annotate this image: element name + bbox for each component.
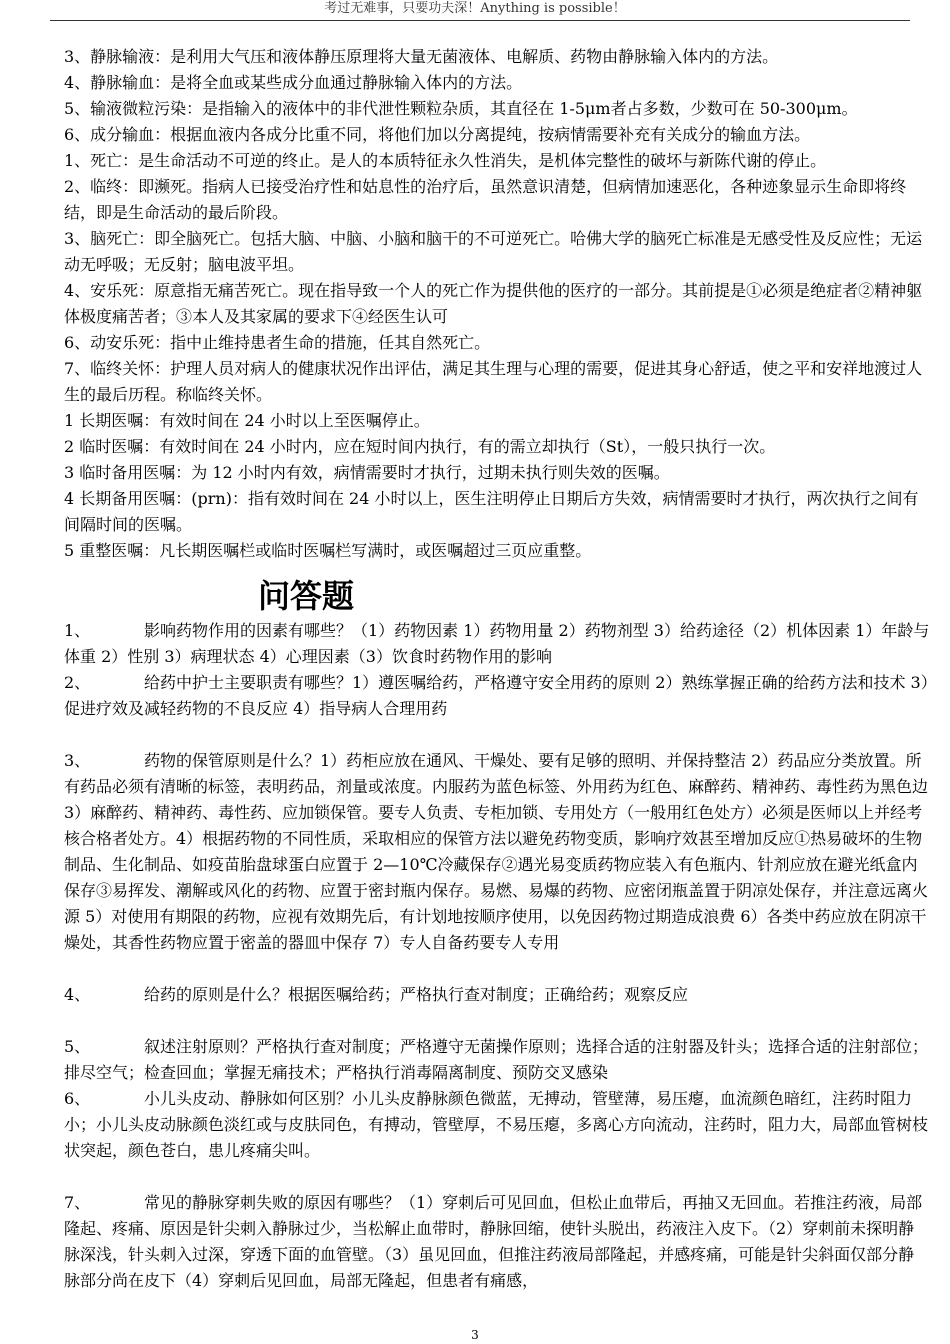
definition-paragraph: 2 临时医嘱：有效时间在 24 小时内，应在短时间内执行，有的需立却执行（St），一般只执行一次。 bbox=[64, 437, 776, 456]
header-divider bbox=[50, 20, 910, 21]
qa-number: 2、 bbox=[64, 673, 91, 692]
spacer bbox=[64, 956, 930, 982]
qa-item bbox=[64, 748, 930, 956]
definition-paragraph: 6、成分输血：根据血液内各成分比重不同，将他们加以分离提纯，按病情需要补充有关成分的输血方法。 bbox=[64, 125, 811, 144]
qa-text: 给药的原则是什么？根据医嘱给药；严格执行查对制度；正确给药；观察反应 bbox=[144, 985, 689, 1004]
qa-text: 小儿头皮动、静脉如何区别？小儿头皮静脉颜色微蓝，无搏动，管壁薄，易压瘪，血流颜色暗红，注药时阻力小；小儿头皮动脉颜色淡红或与皮肤同色，有搏动，管壁厚，不易压瘪，多离心方向流动，注药时，阻力大，局部血管树枝状突起，颜色苍白，患儿疼痛尖叫。 bbox=[64, 1089, 929, 1160]
qa-item bbox=[64, 1086, 930, 1164]
qa-item bbox=[64, 670, 930, 722]
qa-text: 影响药物作用的因素有哪些？（1）药物因素 1）药物用量 2）药物剂型 3）给药途径（2）机体因素 1）年龄与体重 2）性别 3）病理状态 4）心理因素（3）饮食时药物作用的影响 bbox=[64, 621, 930, 666]
qa-number: 1、 bbox=[64, 621, 91, 640]
qa-text: 叙述注射原则？严格执行查对制度；严格遵守无菌操作原则；选择合适的注射器及针头；选择合适的注射部位；排尽空气；检查回血；掌握无痛技术；严格执行消毒隔离制度、预防交叉感染 bbox=[64, 1037, 929, 1082]
definition-paragraph: 7、临终关怀：护理人员对病人的健康状况作出评估，满足其生理与心理的需要，促进其身心舒适，使之平和安祥地渡过人生的最后历程。称临终关怀。 bbox=[64, 359, 923, 404]
spacer bbox=[64, 722, 930, 748]
definition-paragraph: 5 重整医嘱：凡长期医嘱栏或临时医嘱栏写满时，或医嘱超过三页应重整。 bbox=[64, 541, 592, 560]
qa-number: 5、 bbox=[64, 1037, 91, 1056]
definition-paragraph: 1 长期医嘱：有效时间在 24 小时以上至医嘱停止。 bbox=[64, 411, 430, 430]
spacer bbox=[64, 1008, 930, 1034]
qa-text: 常见的静脉穿刺失败的原因有哪些？（1）穿刺后可见回血，但松止血带后，再抽又无回血。若推注药液，局部隆起、疼痛、原因是针尖刺入静脉过少，当松解止血带时，静脉回缩，使针头脱出，药液注入皮下。（2）穿刺前未探明静脉深浅，针头刺入过深，穿透下面的血管壁。（3）虽见回血，但推注药液局部隆起，并感疼痛，可能是针尖斜面仅部分静脉部分尚在皮下（4）穿刺后见回血，局部无隆起，但患者有痛感， bbox=[64, 1193, 923, 1290]
document-body bbox=[64, 44, 930, 1294]
qa-section-heading: 问答题 bbox=[258, 577, 355, 615]
qa-item bbox=[64, 982, 930, 1008]
qa-item bbox=[64, 1190, 930, 1294]
page-number: 3 bbox=[471, 1328, 479, 1342]
definition-paragraph: 4、安乐死：原意指无痛苦死亡。现在指导致一个人的死亡作为提供他的医疗的一部分。其前提是①必须是绝症者②精神躯体极度痛苦者；③本人及其家属的要求下④经医生认可 bbox=[64, 281, 923, 326]
definition-paragraph: 4 长期备用医嘱：(prn)：指有效时间在 24 小时以上，医生注明停止日期后方失效，病情需要时才执行，两次执行之间有间隔时间的医嘱。 bbox=[64, 489, 919, 534]
qa-item bbox=[64, 618, 930, 670]
definition-paragraph: 5、输液微粒污染：是指输入的液体中的非代泄性颗粒杂质，其直径在 1-5μm者占多数，少数可在 50-300μm。 bbox=[64, 99, 858, 118]
qa-number: 4、 bbox=[64, 985, 91, 1004]
qa-number: 3、 bbox=[64, 751, 91, 770]
definition-paragraph: 3、脑死亡：即全脑死亡。包括大脑、中脑、小脑和脑干的不可逆死亡。哈佛大学的脑死亡标准是无感受性及反应性；无运动无呼吸；无反射；脑电波平坦。 bbox=[64, 229, 923, 274]
definition-paragraph: 2、临终：即濒死。指病人已接受治疗性和姑息性的治疗后，虽然意识清楚，但病情加速恶化，各种迹象显示生命即将终结，即是生命活动的最后阶段。 bbox=[64, 177, 907, 222]
qa-number: 6、 bbox=[64, 1089, 91, 1108]
qa-text: 药物的保管原则是什么？1）药柜应放在通风、干燥处、要有足够的照明、并保持整洁 2）药品应分类放置。所有药品必须有清晰的标签，表明药品，剂量或浓度。内服药为蓝色标签、外用药为红色、麻醉药、精神药、毒性药为黑色边 3）麻醉药、精神药、毒性药、应加锁保管。要专人负责、专柜加锁、专用处方（一般用红色处方）必须是医师以上并经考核合格者处方。4）根据药物的不同性质，采取相应的保管方法以避免药物变质，影响疗效甚至增加反应①热易破坏的生物制品、生化制品、如疫苗胎盘球蛋白应置于 2—10℃冷藏保存②遇光易变质药物应装入有色瓶内、针剂应放在避光纸盒内保存③易挥发、潮解或风化的药物、应置于密封瓶内保存。易燃、易爆的药物、应密闭瓶盖置于阴凉处保存，并注意远离火源 5）对使用有期限的药物，应视有效期先后，有计划地按顺序使用，以免因药物过期造成浪费 6）各类中药应放在阴凉干燥处，其香性药物应置于密盖的器皿中保存 7）专人自备药要专人专用 bbox=[64, 751, 929, 952]
qa-item bbox=[64, 1034, 930, 1086]
definition-paragraph: 3 临时备用医嘱：为 12 小时内有效，病情需要时才执行，过期未执行则失效的医嘱。 bbox=[64, 463, 670, 482]
definition-paragraph: 6、动安乐死：指中止维持患者生命的措施，任其自然死亡。 bbox=[64, 333, 491, 352]
spacer bbox=[64, 1164, 930, 1190]
definition-paragraph: 1、死亡：是生命活动不可逆的终止。是人的本质特征永久性消失，是机体完整性的破坏与新陈代谢的停止。 bbox=[64, 151, 827, 170]
definition-paragraph: 4、静脉输血：是将全血或某些成分血通过静脉输入体内的方法。 bbox=[64, 73, 523, 92]
definition-paragraph: 3、静脉输液：是利用大气压和液体静压原理将大量无菌液体、电解质、药物由静脉输入体内的方法。 bbox=[64, 47, 779, 66]
qa-number: 7、 bbox=[64, 1193, 91, 1212]
qa-text: 给药中护士主要职责有哪些？1）遵医嘱给药，严格遵守安全用药的原则 2）熟练掌握正确的给药方法和技术 3）促进疗效及减轻药物的不良反应 4）指导病人合理用药 bbox=[64, 673, 929, 718]
page-header: 考过无难事，只要功夫深！Anything is possible！ bbox=[324, 1, 626, 16]
